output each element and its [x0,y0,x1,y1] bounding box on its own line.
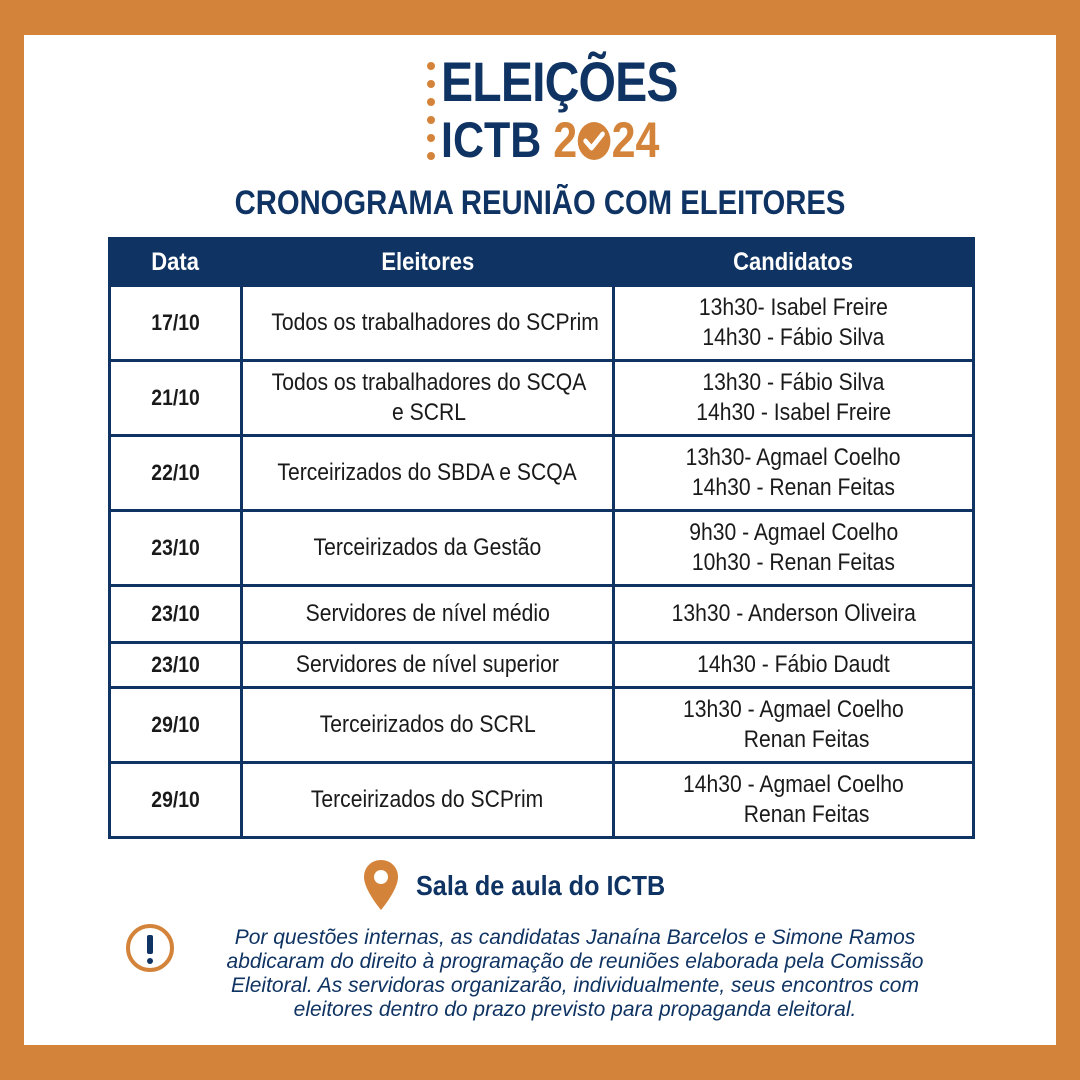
notice-text: Por questões internas, as candidatas Janaína Barcelos e Simone Ramos abdicaram do direito à programação de reuniões elaborada pela Comissão Eleitoral. As servidoras organizarão, individualmente, seus encontros com eleitores dentro do prazo previsto para propaganda eleitoral. [226,926,924,1021]
row-date: 23/10 [110,511,242,586]
row-voters: Terceirizados da Gestão [242,511,614,586]
location-text: Sala de aula do ICTB [416,870,666,901]
warning-icon [126,924,174,972]
row-date: 29/10 [110,688,242,763]
header-voters: Eleitores [242,239,614,286]
table-row [110,763,974,838]
row-candidates: 9h30 - Agmael Coelho 10h30 - Renan Feitas [614,511,974,586]
row-date: 17/10 [110,286,242,361]
table-row [110,436,974,511]
elections-logo [425,50,678,168]
table-row [110,511,974,586]
logo-dots [427,58,437,162]
logo-org: ICTB [441,112,542,168]
table-header-row [110,239,974,286]
row-voters: Servidores de nível médio [242,586,614,643]
row-candidates: 13h30 - Agmael Coelho Renan Feitas [614,688,974,763]
row-date: 23/10 [110,586,242,643]
row-candidates: 13h30 - Anderson Oliveira [614,586,974,643]
logo-title: ELEIÇÕES [441,50,678,113]
table-row [110,688,974,763]
logo-year-suffix: 24 [611,112,660,168]
row-voters: Todos os trabalhadores do SCQA e SCRL [242,361,614,436]
checkmark-icon [578,122,611,160]
row-voters: Terceirizados do SBDA e SCQA [242,436,614,511]
header-date: Data [110,239,242,286]
table-row [110,286,974,361]
row-voters: Servidores de nível superior [242,643,614,688]
table-row [110,586,974,643]
row-voters: Terceirizados do SCRL [242,688,614,763]
location-pin-icon [362,858,400,912]
logo-subtitle [441,114,659,166]
row-candidates: 14h30 - Fábio Daudt [614,643,974,688]
page-title: CRONOGRAMA REUNIÃO COM ELEITORES [234,184,846,222]
row-date: 22/10 [110,436,242,511]
header-candidates: Candidatos [614,239,974,286]
logo-year-prefix: 2 [553,112,578,168]
row-candidates: 13h30 - Fábio Silva 14h30 - Isabel Freire [614,361,974,436]
row-candidates: 13h30- Isabel Freire 14h30 - Fábio Silva [614,286,974,361]
row-voters: Terceirizados do SCPrim [242,763,614,838]
row-date: 23/10 [110,643,242,688]
table-row [110,643,974,688]
row-voters: Todos os trabalhadores do SCPrim [242,286,614,361]
table-row [110,361,974,436]
schedule-table [108,237,975,839]
row-date: 21/10 [110,361,242,436]
row-date: 29/10 [110,763,242,838]
row-candidates: 13h30- Agmael Coelho 14h30 - Renan Feitas [614,436,974,511]
row-candidates: 14h30 - Agmael Coelho Renan Feitas [614,763,974,838]
